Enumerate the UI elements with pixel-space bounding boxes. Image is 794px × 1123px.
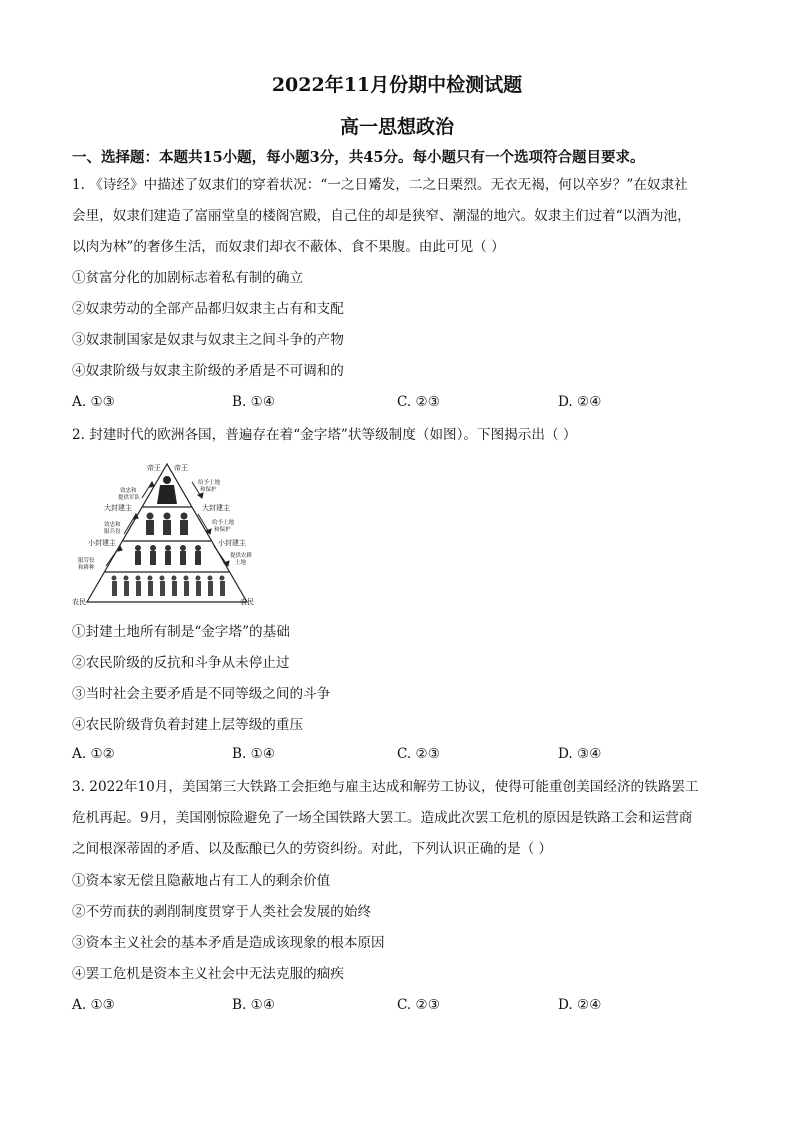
label-service-farm: 服劳役 (78, 558, 95, 564)
q2-statement: ③当时社会主要矛盾是不同等级之间的斗争 (72, 686, 331, 702)
label-small-lord-right: 小封建主 (218, 539, 246, 547)
q1-option-b[interactable]: B. ①④ (232, 394, 276, 410)
q2-option-a[interactable]: A. ①② (72, 746, 115, 762)
label-land-protect-1b: 和保护 (200, 487, 217, 493)
q1-stem-line: 1. 《诗经》中描述了奴隶们的穿着状况：“一之日觱发，二之日栗烈。无衣无褐，何以卒岁？”在奴隶社 (72, 177, 688, 193)
q2-stem-line: 2. 封建时代的欧洲各国，普遍存在着“金字塔”状等级制度（如图）。下图揭示出（ ） (72, 427, 577, 443)
label-loyal-service-2: 服兵役 (104, 529, 121, 535)
label-farmer-left: 农民 (72, 598, 86, 606)
q1-statement: ④奴隶阶级与奴隶主阶级的矛盾是不可调和的 (72, 363, 344, 379)
q3-statement: ②不劳而获的剥削制度贯穿于人类社会发展的始终 (72, 904, 372, 920)
pyramid-hierarchy-figure (72, 458, 262, 610)
q2-statement: ④农民阶级背负着封建上层等级的重压 (72, 717, 304, 733)
q1-statement: ①贫富分化的加剧标志着私有制的确立 (72, 270, 304, 286)
q3-option-b[interactable]: B. ①④ (232, 997, 276, 1013)
q2-option-d[interactable]: D. ③④ (558, 746, 602, 762)
q2-statement: ①封建土地所有制是“金字塔”的基础 (72, 624, 290, 640)
q3-option-a[interactable]: A. ①③ (72, 997, 115, 1013)
q3-options (72, 997, 732, 1017)
label-emperor-left: 帝王 (147, 464, 161, 472)
q1-option-d[interactable]: D. ②④ (558, 394, 602, 410)
label-land-protect-1: 给予土地 (198, 480, 221, 486)
label-loyal-military: 效忠和 (120, 488, 137, 494)
label-land-protect-2b: 和保护 (214, 527, 231, 533)
label-emperor-right: 帝王 (174, 464, 188, 472)
q3-stem-line: 之间根深蒂固的矛盾、以及酝酿已久的劳资纠纷。对此，下列认识正确的是（ ） (72, 841, 553, 857)
label-service-farm-2: 和耕种 (78, 565, 95, 571)
section-heading: 一、选择题：本题共15小题，每小题3分，共45分。每小题只有一个选项符合题目要求。 (72, 149, 645, 166)
q1-statement: ②奴隶劳动的全部产品都归奴隶主占有和支配 (72, 301, 344, 317)
label-land-protect-2: 给予土地 (212, 520, 235, 526)
q2-options (72, 746, 732, 766)
label-loyal-military-2: 提供军队 (118, 495, 141, 501)
q2-statement: ②农民阶级的反抗和斗争从未停止过 (72, 655, 290, 671)
label-provide-land-2: 土地 (235, 560, 247, 566)
big-lord-figures (146, 513, 188, 536)
q1-option-a[interactable]: A. ①③ (72, 394, 115, 410)
exam-subject: 高一思想政治 (339, 116, 454, 138)
q3-statement: ①资本家无偿且隐蔽地占有工人的剩余价值 (72, 873, 331, 889)
pyramid-diagram (72, 458, 262, 610)
q2-option-c[interactable]: C. ②③ (397, 746, 440, 762)
exam-title: 2022年11月份期中检测试题 (271, 74, 523, 96)
small-lord-figures (135, 545, 201, 565)
q3-option-c[interactable]: C. ②③ (397, 997, 440, 1013)
label-loyal-service: 效忠和 (104, 522, 121, 528)
q3-statement: ③资本主义社会的基本矛盾是造成该现象的根本原因 (72, 935, 385, 951)
label-farmer-right: 农民 (240, 598, 254, 606)
label-big-lord-left: 大封建主 (104, 504, 132, 512)
q3-option-d[interactable]: D. ②④ (558, 997, 602, 1013)
q1-statement: ③奴隶制国家是奴隶与奴隶主之间斗争的产物 (72, 332, 344, 348)
q3-statement: ④罢工危机是资本主义社会中无法克服的痼疾 (72, 966, 344, 982)
label-small-lord-left: 小封建主 (88, 539, 116, 547)
q1-option-c[interactable]: C. ②③ (397, 394, 440, 410)
q1-stem-line: 以肉为林”的奢侈生活，而奴隶们却衣不蔽体、食不果腹。由此可见（ ） (72, 239, 505, 255)
q1-stem-line: 会里，奴隶们建造了富丽堂皇的楼阁宫殿，自己住的却是狭窄、潮湿的地穴。奴隶主们过着“以酒为池， (72, 208, 691, 224)
farmer-figures (112, 576, 226, 597)
q3-stem-line: 3. 2022年10月，美国第三大铁路工会拒绝与雇主达成和解劳工协议，使得可能重创美国经济的铁路罢工 (72, 779, 699, 795)
emperor-figure (157, 476, 177, 504)
label-provide-land: 提供农耕 (230, 553, 253, 559)
label-big-lord-right: 大封建主 (202, 504, 230, 512)
q3-stem-line: 危机再起。9月，美国刚惊险避免了一场全国铁路大罢工。造成此次罢工危机的原因是铁路工会和运营商 (72, 810, 693, 826)
q2-option-b[interactable]: B. ①④ (232, 746, 276, 762)
q1-options (72, 394, 732, 414)
